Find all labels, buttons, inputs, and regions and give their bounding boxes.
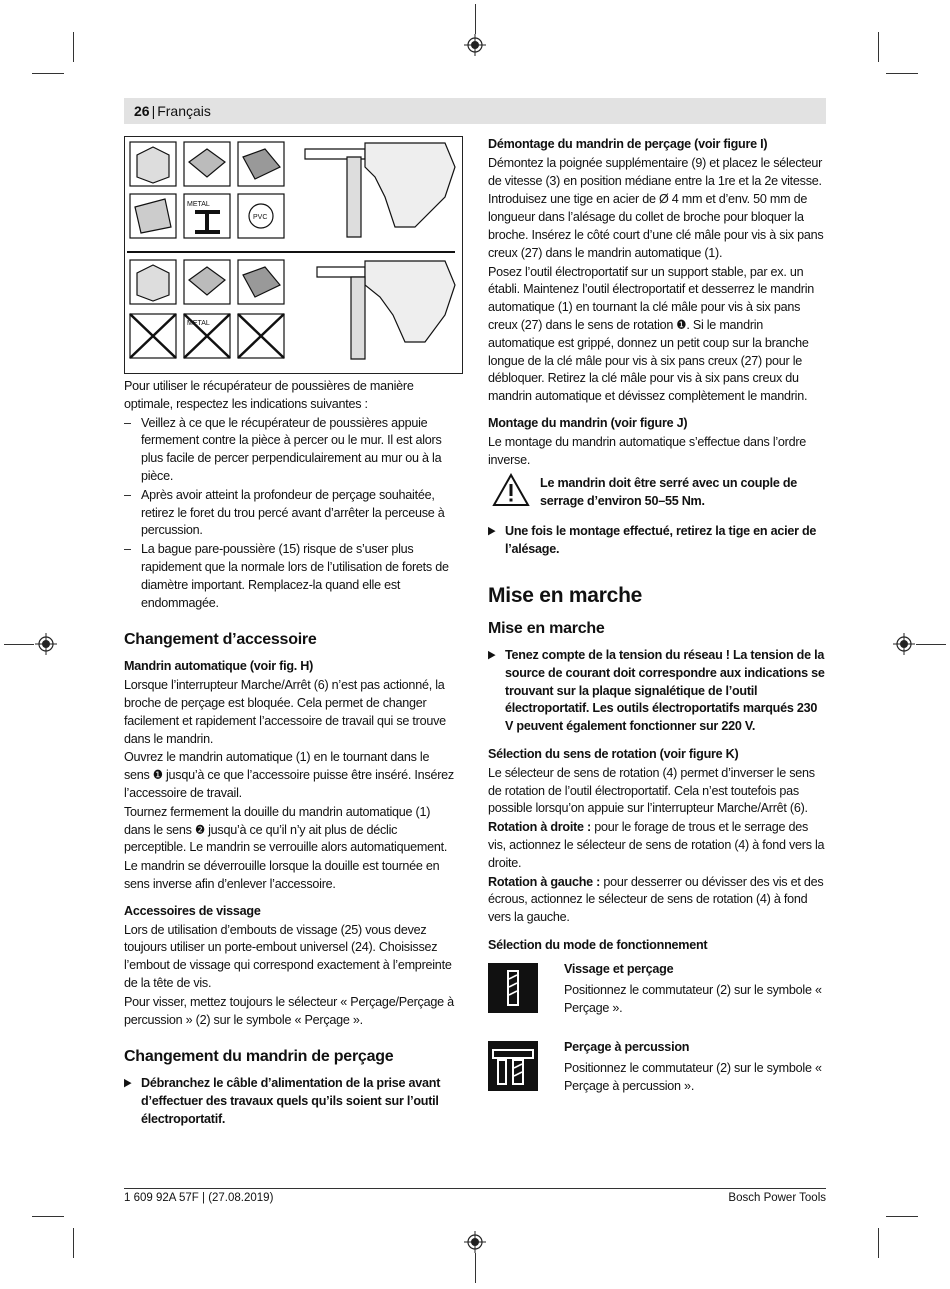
subheading-screwdriving: Accessoires de vissage — [124, 903, 261, 918]
paragraph: Lors de utilisation d’embouts de vissage (25) vous devez toujours utiliser un porte-embout universel (24). Choisissez l’embout de vissage qui correspond exactement à l’empreinte de la tête de vis. — [124, 922, 452, 990]
instruction-text: Une fois le montage effectué, retirez la tige en acier de l’alésage. — [505, 524, 817, 557]
dust-intro: Pour utiliser le récupérateur de poussières de manière optimale, respectez les indications suivantes : — [124, 379, 414, 411]
warning-text: Le mandrin doit être serré avec un couple de serrage d’environ 50–55 Nm. — [540, 476, 798, 509]
rotation-right-label: Rotation à droite : — [488, 820, 591, 835]
registration-line-right — [916, 644, 946, 645]
figure-illustration — [125, 137, 462, 373]
page-number: 26 — [134, 103, 150, 119]
instruction-text: Tenez compte de la tension du réseau ! La tension de la source de courant doit correspondre aux indications se trouvant sur la plaque signalétique de l’outil électroportatif. Les outils électroportatifs marqués 230 V peuvent également fonctionner sur 220 V. — [505, 647, 825, 734]
mode-hammer-drilling — [488, 1039, 826, 1099]
paragraph: Pour visser, mettez toujours le sélecteur « Perçage/Perçage à percussion » (2) sur le symbole « Perçage ». — [124, 994, 454, 1027]
pvc-label: PVC — [253, 214, 268, 221]
hammer-drill-mode-icon — [488, 1041, 538, 1091]
paragraph: Ouvrez le mandrin automatique (1) en le tournant dans le sens ❶ jusqu’à ce que l’accessoire puisse être inséré. Insérez l’accessoire de travail. — [124, 750, 454, 800]
warning-torque — [488, 475, 826, 515]
header-separator: | — [151, 103, 156, 119]
right-column — [488, 136, 826, 1117]
crop-mark-tl-v — [73, 32, 74, 62]
mode-text: Positionnez le commutateur (2) sur le symbole « Perçage ». — [564, 983, 822, 1016]
paragraph: Le sélecteur de sens de rotation (4) permet d’inverser le sens de rotation de l’outil électroportatif. Cela n’est toutefois pas possible lorsqu’on appuie sur l’interrupteur Marche/Arrêt (6). — [488, 765, 815, 816]
drill-mode-icon — [488, 963, 538, 1013]
crop-mark-bl-v — [73, 1228, 74, 1258]
instruction-unplug — [124, 1075, 458, 1128]
crop-mark-bl-h — [32, 1216, 64, 1217]
paragraph-rotation-right — [488, 819, 826, 872]
section-heading-accessory: Changement d’accessoire — [124, 631, 317, 649]
instruction-voltage — [488, 647, 826, 736]
warning-triangle-icon — [492, 473, 530, 507]
arrow-right-icon: ▶ — [488, 525, 496, 538]
crop-mark-tr-h — [886, 73, 918, 74]
registration-mark-right — [893, 633, 915, 655]
mode-drilling — [488, 961, 826, 1021]
page-header — [124, 98, 826, 124]
footer-brand: Bosch Power Tools — [728, 1192, 826, 1204]
arrow-right-icon: ▶ — [124, 1077, 132, 1090]
paragraph: Posez l’outil électroportatif sur un support stable, par ex. un établi. Maintenez l’outil électroportatif et desserrez le mandrin automatique (1) en tournant la clé mâle pour vis à six pans creux (27) dans le sens de rotation ❶. Si le mandrin automatique est grippé, donnez un petit coup sur la branche longue de la clé mâle pour vis à six pans creux (27) pour le débloquer. Retirez la clé mâle pour vis à six pans creux du mandrin automatique et dévissez complètement le mandrin. — [488, 264, 815, 404]
arrow-right-icon: ▶ — [488, 648, 496, 661]
paragraph: Démontez la poignée supplémentaire (9) et placez le sélecteur de vitesse (3) en position médiane entre la 1re et la 2e vitesse. — [488, 155, 823, 188]
rotation-left-label: Rotation à gauche : — [488, 874, 601, 889]
metal-label: METAL — [187, 201, 210, 208]
footer-rule — [124, 1188, 826, 1189]
subheading-startup: Mise en marche — [488, 619, 605, 637]
list-item: – La bague pare-poussière (15) risque de s’user plus rapidement que la normale lors de l’utilisation de forets de diamètre important. Remplacez-la quand elle est endommagée. — [124, 541, 458, 612]
left-column — [124, 378, 458, 1133]
rotation-left-text: pour desserrer ou dévisser des vis et des écrous, actionnez le sélecteur de sens de rotation (4) à fond vers la gauche. — [488, 874, 824, 925]
crop-mark-tl-h — [32, 73, 64, 74]
subheading-mode: Sélection du mode de fonctionnement — [488, 937, 708, 952]
crop-mark-br-v — [878, 1228, 879, 1258]
crop-mark-br-h — [886, 1216, 918, 1217]
mode-title: Vissage et perçage — [564, 961, 674, 976]
paragraph: Tournez fermement la douille du mandrin automatique (1) dans le sens ❷ jusqu’à ce qu’il n’y ait plus de déclic perceptible. Le mandrin se verrouille alors automatiquement. — [124, 804, 448, 855]
registration-line-bottom — [475, 1253, 476, 1283]
instruction-remove-rod — [488, 523, 826, 559]
subheading-rotation: Sélection du sens de rotation (voir figure K) — [488, 746, 739, 761]
paragraph: Introduisez une tige en acier de Ø 4 mm et d’env. 50 mm de longueur dans l’alésage du collet de broche pour bloquer la broche. Insérez le côté court d’une clé mâle pour vis à six pans creux (27) dans le mandrin automatique (1). — [488, 192, 824, 260]
registration-mark-top — [464, 34, 486, 56]
mode-title: Perçage à percussion — [564, 1039, 690, 1054]
section-heading-change-chuck: Changement du mandrin de perçage — [124, 1048, 394, 1066]
subheading-chuck-mounting: Montage du mandrin (voir figure J) — [488, 415, 688, 430]
section-heading-startup: Mise en marche — [488, 583, 643, 607]
registration-mark-left — [35, 633, 57, 655]
dust-bullet-list — [124, 415, 458, 613]
subheading-auto-chuck: Mandrin automatique (voir fig. H) — [124, 659, 314, 674]
list-item: – Après avoir atteint la profondeur de perçage souhaitée, retirez le foret du trou percé avant d’arrêter la perceuse à percussion. — [124, 487, 458, 540]
paragraph: Le mandrin se déverrouille lorsque la douille est tournée en sens inverse afin d’enlever l’accessoire. — [124, 859, 440, 891]
paragraph-rotation-left — [488, 874, 826, 927]
registration-line-top — [475, 4, 476, 34]
registration-line-left — [4, 644, 34, 645]
footer-doc-ref: 1 609 92A 57F | (27.08.2019) — [124, 1192, 274, 1204]
metal-label-crossed: METAL — [187, 320, 210, 327]
mode-text: Positionnez le commutateur (2) sur le symbole « Perçage à percussion ». — [564, 1061, 822, 1094]
dust-extractor-figure — [124, 136, 463, 374]
list-item: – Veillez à ce que le récupérateur de poussières appuie fermement contre la pièce à percer ou le mur. Il est alors plus facile de percer perpendiculairement au mur ou à la pièce. — [124, 415, 458, 486]
paragraph: Lorsque l’interrupteur Marche/Arrêt (6) n’est pas actionné, la broche de perçage est bloquée. Cela permet de changer facilement et rapidement l’accessoire de travail qui se trouve dans le mandrin. — [124, 678, 446, 746]
paragraph: Le montage du mandrin automatique s’effectue dans l’ordre inverse. — [488, 434, 807, 467]
rotation-right-text: pour le forage de trous et le serrage des vis, actionnez le sélecteur de sens de rotation (4) à fond vers la droite. — [488, 820, 825, 870]
instruction-text: Débranchez le câble d’alimentation de la prise avant d’effectuer des travaux quels qu’ils soient sur l’outil électroportatif. — [141, 1076, 441, 1126]
crop-mark-tr-v — [878, 32, 879, 62]
subheading-chuck-removal: Démontage du mandrin de perçage (voir figure I) — [488, 137, 768, 151]
header-language: Français — [157, 103, 211, 119]
registration-mark-bottom — [464, 1231, 486, 1253]
